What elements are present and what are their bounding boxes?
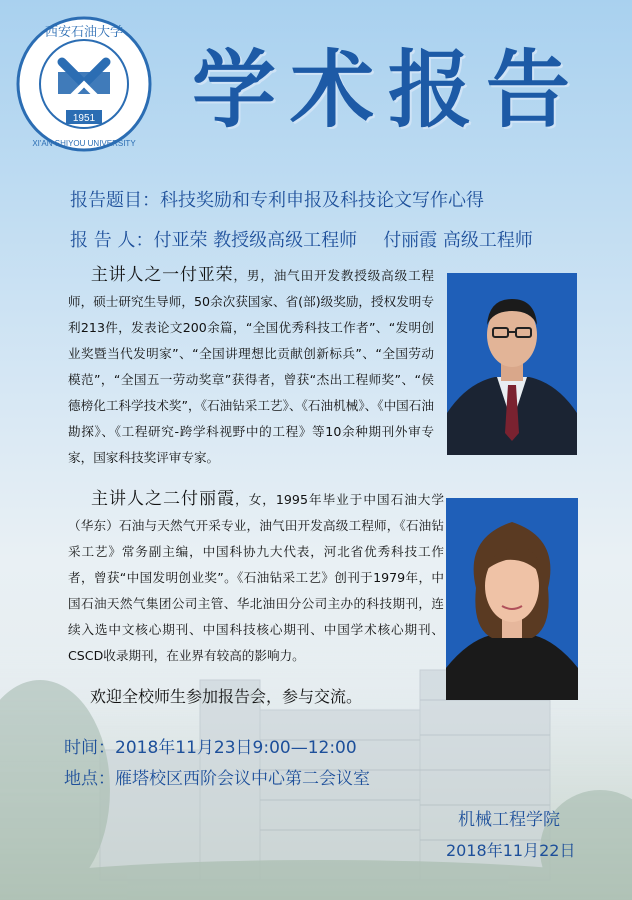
speaker-1: 付亚荣 教授级高级工程师 xyxy=(153,230,358,251)
poster-title: 学术报告 xyxy=(192,40,585,139)
logo-year: 1951 xyxy=(72,113,96,124)
time-value: 2018年11月23日9:00—12:00 xyxy=(115,738,357,758)
speaker2-bio xyxy=(68,486,444,669)
speaker2-photo xyxy=(446,498,578,700)
university-logo xyxy=(14,14,154,154)
welcome-message: 欢迎全校师生参加报告会，参与交流。 xyxy=(90,687,363,706)
speaker-2: 付丽霞 高级工程师 xyxy=(383,230,533,251)
speaker2-bio-text: ，女，1995年毕业于中国石油大学（华东）石油与天然气开采专业，油气田开发高级工程师，《石油钻采工艺》常务副主编，中国科协九大代表，河北省优秀科技工作者，曾获“中国发明创业奖”。《石油钻采工艺》创刊于1979年，中国石油天然气集团公司主管、华北油田分公司主办的科技期刊，连续入选中文核心期刊、中国科技核心期刊、中国学术核心期刊、CSCD收录期刊，在业界有较高的影响力。 xyxy=(68,492,444,663)
speaker1-bio-lead: 主讲人之一付亚荣 xyxy=(90,265,234,285)
time-label: 时间： xyxy=(64,738,115,758)
organizer-department: 机械工程学院 xyxy=(458,810,560,830)
topic-label: 报告题目： xyxy=(70,190,160,211)
speaker-row xyxy=(70,226,533,252)
speaker1-photo xyxy=(447,273,577,455)
place-label: 地点： xyxy=(64,769,115,789)
speaker1-bio xyxy=(68,262,434,471)
topic-value: 科技奖励和专利申报及科技论文写作心得 xyxy=(160,190,484,211)
topic-row xyxy=(70,186,484,212)
speaker1-bio-text: ，男，油气田开发教授级高级工程师，硕士研究生导师，50余次获国家、省(部)级奖励，授权发明专利213件，发表论文200余篇，“全国优秀科技工作者”、“发明创业奖暨当代发明家”、“全国讲理想比贡献创新标兵”、“全国劳动模范”，“全国五一劳动奖章”获得者，曾获“杰出工程师奖”、“侯德榜化工科学技术奖”，《石油钻采工艺》、《石油机械》、《中国石油勘探》、《工程研究-跨学科视野中的工程》等10余种期刊外审专家，国家科技奖评审专家。 xyxy=(68,268,435,465)
place-value: 雁塔校区西阶会议中心第二会议室 xyxy=(115,769,370,789)
time-row xyxy=(64,733,357,758)
logo-arc-text: 西安石油大学 xyxy=(44,24,124,39)
logo-ring-text: XI'AN SHIYOU UNIVERSITY xyxy=(32,139,136,148)
speaker-label: 报 告 人： xyxy=(70,230,154,251)
place-row xyxy=(64,764,370,789)
issue-date: 2018年11月22日 xyxy=(446,841,576,860)
speaker2-bio-lead: 主讲人之二付丽霞 xyxy=(90,489,236,509)
